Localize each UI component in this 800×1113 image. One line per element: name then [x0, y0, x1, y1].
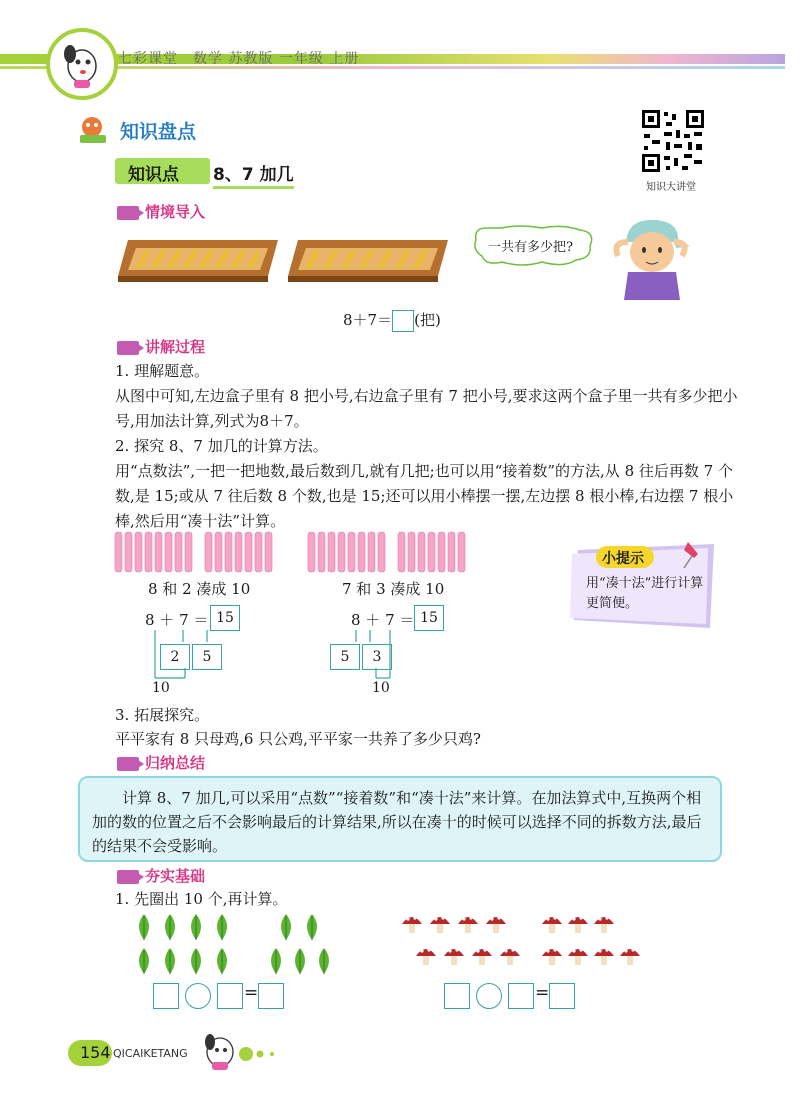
blank-result-2[interactable]	[549, 983, 575, 1009]
tip-note	[566, 540, 716, 632]
tag-icon	[117, 757, 139, 771]
sticks-right	[306, 530, 478, 578]
right-ten: 10	[372, 680, 390, 696]
speech-bubble	[472, 224, 600, 268]
scene-eq-right: (把)	[414, 311, 441, 329]
tag-icon	[117, 341, 139, 355]
right-split-a: 5	[330, 644, 360, 670]
section-title: 知识盘点	[120, 121, 197, 143]
blank-box-2[interactable]	[217, 983, 243, 1009]
summary-text: 计算 8、7 加几,可以采用“点数”“接着数”和“凑十法”来计算。在加法算式中,互换两个相加的数的位置之后不会影响最后的计算结果,所以在凑十的时候可以选择不同的拆数方法,最后的结果不会受影响。	[92, 789, 702, 855]
right-split-b: 3	[362, 644, 392, 670]
left-split-a: 2	[160, 644, 190, 670]
right-caption: 7 和 3 凑成 10	[342, 580, 445, 598]
step3-text: 平平家有 8 只母鸡,6 只公鸡,平平家一共养了多少只鸡?	[115, 730, 481, 748]
answer-box[interactable]	[392, 310, 414, 332]
scene-equation	[343, 309, 441, 332]
blank-box-3[interactable]	[444, 983, 470, 1009]
blank-box-4[interactable]	[508, 983, 534, 1009]
knowledge-tag: 知识点	[128, 165, 179, 185]
equals-left: =	[244, 983, 259, 1003]
summary-heading	[117, 752, 205, 773]
summary-box	[78, 776, 722, 862]
tip-title: 小提示	[602, 551, 644, 567]
qr-code[interactable]	[640, 108, 706, 174]
right-result: 15	[414, 605, 444, 631]
equals-right: =	[535, 983, 550, 1003]
blank-operator-1[interactable]	[185, 983, 211, 1009]
footer-mascot	[200, 1030, 280, 1076]
leaves-group[interactable]	[130, 912, 340, 978]
explain-title: 讲解过程	[145, 338, 206, 356]
tip-text: 用“凑十法”进行计算更简便。	[586, 576, 704, 611]
step2-title: 2. 探究 8、7 加几的计算方法。	[115, 437, 328, 455]
trumpet-box-left	[118, 236, 283, 288]
summary-title: 归纳总结	[145, 754, 206, 772]
mascot-logo	[46, 28, 118, 100]
scene-title: 情境导入	[145, 203, 206, 221]
qr-label: 知识大讲堂	[646, 182, 696, 193]
scene-heading	[117, 201, 205, 222]
sticks-left	[113, 530, 285, 578]
trumpet-box-right	[288, 236, 453, 288]
right-equation: 8 ＋ 7 ＝	[351, 611, 415, 629]
left-caption: 8 和 2 凑成 10	[148, 580, 251, 598]
practice-title: 夯实基础	[145, 867, 206, 885]
blank-operator-2[interactable]	[476, 983, 502, 1009]
section-icon	[76, 115, 112, 149]
page-number: 154	[80, 1043, 111, 1062]
mushrooms-group[interactable]	[398, 910, 668, 976]
left-result: 15	[210, 605, 240, 631]
step3-title: 3. 拓展探究。	[115, 706, 210, 724]
step1-text: 从图中可知,左边盒子里有 8 把小号,右边盒子里有 7 把小号,要求这两个盒子里一共有多少把小号,用加法计算,列式为8＋7。	[115, 387, 738, 430]
footer-brand: QICAIKETANG	[113, 1047, 188, 1060]
practice-q1: 1. 先圈出 10 个,再计算。	[115, 890, 288, 908]
tag-icon	[117, 870, 139, 884]
practice-heading	[117, 865, 205, 886]
tag-icon	[117, 206, 139, 220]
left-split-b: 5	[192, 644, 222, 670]
step1-title: 1. 理解题意。	[115, 362, 210, 380]
blank-result-1[interactable]	[258, 983, 284, 1009]
bubble-text: 一共有多少把?	[488, 240, 573, 255]
left-equation: 8 ＋ 7 ＝	[145, 611, 209, 629]
explain-heading	[117, 336, 205, 357]
step2-text: 用“点数法”,一把一把地数,最后数到几,就有几把;也可以用“接着数”的方法,从 8 往后再数 7 个数,是 15;或从 7 往后数 8 个数,也是 15;还可以用小棒摆一摆,左边摆 8 根小棒,右边摆 7 根小棒,然后用“凑十法”计算。	[115, 462, 734, 530]
scene-eq-left: 8＋7＝	[343, 311, 393, 329]
blank-box-1[interactable]	[153, 983, 179, 1009]
knowledge-topic: 8、7 加几	[213, 160, 294, 189]
left-ten: 10	[152, 680, 170, 696]
boy-illustration	[608, 212, 694, 306]
header-title: 七彩课堂 数学 苏教版 一年级 上册	[118, 51, 360, 67]
